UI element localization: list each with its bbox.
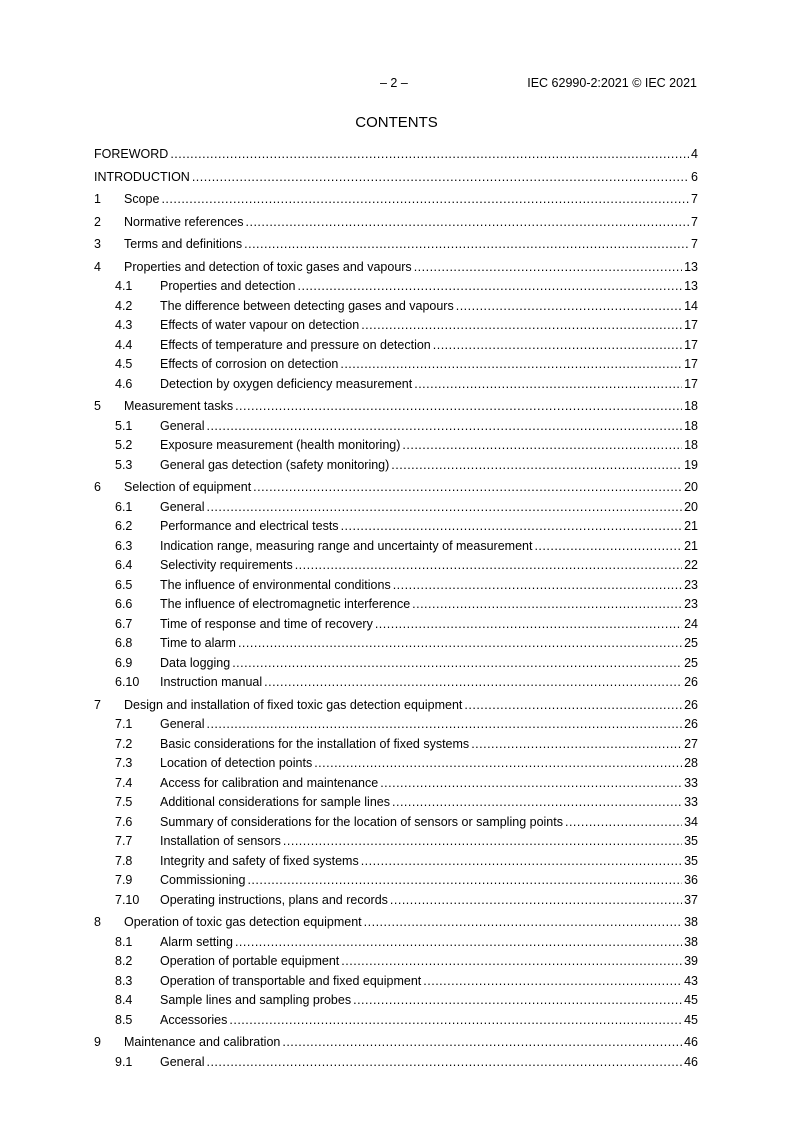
toc-entry-title: Time to alarm	[160, 634, 238, 654]
dot-leader	[565, 813, 682, 833]
dot-leader	[235, 397, 682, 417]
toc-entry-page: 46	[684, 1054, 698, 1069]
toc-entry-number: 5	[94, 399, 101, 413]
dot-leader	[253, 478, 682, 498]
toc-entry[interactable]	[94, 852, 698, 872]
toc-entry[interactable]	[94, 972, 698, 992]
dot-leader	[380, 774, 682, 794]
toc-entry[interactable]	[94, 213, 698, 233]
toc-entry-page: 18	[684, 399, 698, 413]
toc-entry[interactable]	[94, 190, 698, 210]
toc-entry[interactable]	[94, 615, 698, 635]
toc-entry-page: 19	[684, 457, 698, 472]
toc-entry[interactable]	[94, 417, 698, 437]
toc-entry-title: Summary of considerations for the location of sensors or sampling points	[160, 813, 565, 833]
toc-entry[interactable]	[94, 1033, 698, 1053]
toc-entry-page: 35	[684, 834, 698, 848]
toc-entry-page: 17	[684, 376, 698, 391]
toc-entry[interactable]	[94, 654, 698, 674]
dot-leader	[206, 1053, 682, 1073]
toc-entry[interactable]	[94, 355, 698, 375]
toc-entry-number: 9	[94, 1035, 101, 1049]
dot-leader	[161, 190, 689, 210]
toc-entry-title: Integrity and safety of fixed systems	[160, 852, 361, 872]
toc-entry-number: 5.3	[115, 457, 133, 472]
toc-entry-page: 45	[684, 993, 698, 1007]
toc-entry-page: 25	[684, 636, 698, 650]
toc-entry-number: 8.3	[115, 973, 133, 988]
dot-leader	[392, 793, 682, 813]
toc-entry-number: 3	[94, 237, 101, 251]
toc-entry-number: 4.2	[115, 298, 133, 313]
toc-entry-page: 23	[684, 577, 698, 592]
toc-entry[interactable]	[94, 813, 698, 833]
toc-entry-page: 35	[684, 853, 698, 868]
dot-leader	[246, 213, 690, 233]
toc-entry-page: 25	[684, 655, 698, 670]
dot-leader	[244, 235, 689, 255]
toc-entry-title: Performance and electrical tests	[160, 517, 341, 537]
toc-entry-number: 7.1	[115, 717, 133, 731]
toc-entry-title: The influence of environmental conditions	[160, 576, 393, 596]
toc-entry-page: 20	[684, 480, 698, 494]
toc-entry-page: 21	[684, 538, 698, 553]
dot-leader	[264, 673, 682, 693]
dot-leader	[471, 735, 682, 755]
toc-entry-title: Accessories	[160, 1011, 229, 1031]
dot-leader	[464, 696, 682, 716]
dot-leader	[295, 556, 682, 576]
dot-leader	[206, 417, 682, 437]
dot-leader	[423, 972, 682, 992]
toc-entry-number: 8.4	[115, 993, 133, 1007]
toc-entry[interactable]	[94, 436, 698, 456]
toc-entry-number: 8	[94, 915, 101, 929]
toc-entry-number: 7.4	[115, 775, 133, 790]
toc-entry-title: Operation of toxic gas detection equipment	[124, 913, 364, 933]
toc-entry-title: Normative references	[124, 213, 246, 233]
toc-entry-title: General	[160, 498, 206, 518]
toc-entry-number: 7.3	[115, 756, 133, 770]
toc-entry[interactable]	[94, 673, 698, 693]
toc-entry-title: Terms and definitions	[124, 235, 244, 255]
toc-entry-number: 1	[94, 192, 101, 206]
toc-entry-number: 7.10	[115, 892, 140, 907]
toc-entry-page: 18	[684, 418, 698, 433]
toc-entry-page: 14	[684, 298, 698, 313]
toc-entry-page: 27	[684, 736, 698, 751]
toc-entry[interactable]	[94, 1011, 698, 1031]
toc-entry-page: 20	[684, 499, 698, 514]
dot-leader	[412, 595, 682, 615]
toc-entry-number: 7.7	[115, 834, 133, 848]
toc-entry-title: Indication range, measuring range and uncertainty of measurement	[160, 537, 534, 557]
toc-entry-number: 4.1	[115, 279, 133, 293]
toc-entry[interactable]	[94, 336, 698, 356]
toc-entry[interactable]	[94, 478, 698, 498]
toc-entry-page: 37	[684, 892, 698, 907]
toc-entry-page: 17	[684, 318, 698, 332]
toc-entry[interactable]	[94, 754, 698, 774]
dot-leader	[206, 498, 682, 518]
toc-entry[interactable]	[94, 1053, 698, 1073]
toc-entry-page: 17	[684, 337, 698, 352]
toc-entry-page: 38	[684, 915, 698, 929]
dot-leader	[341, 952, 682, 972]
toc-entry[interactable]	[94, 696, 698, 716]
toc-entry-title: Access for calibration and maintenance	[160, 774, 380, 794]
toc-entry[interactable]	[94, 498, 698, 518]
dot-leader	[229, 1011, 682, 1031]
toc-entry-title: Operating instructions, plans and records	[160, 891, 390, 911]
toc-entry-title: Time of response and time of recovery	[160, 615, 375, 635]
toc-entry-page: 33	[684, 775, 698, 790]
dot-leader	[391, 456, 682, 476]
toc-entry-number: 4.4	[115, 337, 133, 352]
toc-entry-page: 34	[684, 814, 698, 829]
toc-entry-page: 46	[684, 1035, 698, 1049]
toc-entry-number: 6.7	[115, 616, 133, 631]
dot-leader	[361, 852, 682, 872]
toc-entry[interactable]	[94, 735, 698, 755]
dot-leader	[414, 258, 682, 278]
toc-entry-title: The influence of electromagnetic interference	[160, 595, 412, 615]
dot-leader	[206, 715, 682, 735]
toc-entry-title: Effects of corrosion on detection	[160, 355, 340, 375]
dot-leader	[433, 336, 682, 356]
toc-entry-number: 4	[94, 259, 101, 274]
toc-entry-title: Commissioning	[160, 871, 247, 891]
toc-entry[interactable]	[94, 871, 698, 891]
toc-entry-page: 22	[684, 558, 698, 572]
toc-entry-number: 6.10	[115, 675, 140, 689]
toc-entry-number: 4.3	[115, 318, 133, 332]
toc-entry-page: 13	[684, 279, 698, 293]
toc-entry-number: 7	[94, 697, 101, 712]
toc-entry-page: 26	[684, 717, 698, 731]
dot-leader	[232, 654, 682, 674]
toc-entry-page: 7	[691, 192, 698, 206]
toc-entry[interactable]	[94, 517, 698, 537]
toc-entry[interactable]	[94, 933, 698, 953]
toc-entry-number: 7.8	[115, 853, 133, 868]
toc-entry-title: Design and installation of fixed toxic gas detection equipment	[124, 696, 464, 716]
dot-leader	[361, 316, 682, 336]
toc-entry-title: Data logging	[160, 654, 232, 674]
dot-leader	[247, 871, 682, 891]
toc-entry-title: Effects of water vapour on detection	[160, 316, 361, 336]
toc-entry-number: 6	[94, 480, 101, 494]
toc-entry-page: 18	[684, 438, 698, 452]
toc-entry-title: Detection by oxygen deficiency measurement	[160, 375, 414, 395]
toc-entry-page: 23	[684, 597, 698, 611]
toc-entry[interactable]	[94, 297, 698, 317]
toc-entry-page: 17	[684, 357, 698, 371]
toc-entry-title: Operation of transportable and fixed equipment	[160, 972, 423, 992]
toc-entry[interactable]	[94, 576, 698, 596]
toc-entry-number: 7.2	[115, 736, 133, 751]
toc-entry-title: General gas detection (safety monitoring)	[160, 456, 391, 476]
toc-entry-page: 26	[684, 675, 698, 689]
toc-entry-number: 4.5	[115, 357, 133, 371]
toc-entry-title: Selection of equipment	[124, 478, 253, 498]
toc-entry-title: Selectivity requirements	[160, 556, 295, 576]
table-of-contents	[94, 145, 698, 1072]
toc-entry-number: 6.1	[115, 499, 133, 514]
toc-entry-page: 33	[684, 795, 698, 809]
toc-entry-page: 38	[684, 934, 698, 949]
toc-entry-title: Effects of temperature and pressure on detection	[160, 336, 433, 356]
toc-entry[interactable]	[94, 634, 698, 654]
dot-leader	[235, 933, 682, 953]
toc-entry-page: 4	[691, 147, 698, 161]
dot-leader	[393, 576, 682, 596]
toc-entry-title: General	[160, 1053, 206, 1073]
toc-entry-title: Exposure measurement (health monitoring)	[160, 436, 402, 456]
toc-entry-page: 6	[691, 169, 698, 184]
toc-entry-page: 26	[684, 697, 698, 712]
page-title: CONTENTS	[355, 114, 438, 131]
dot-leader	[414, 375, 682, 395]
dot-leader	[170, 145, 689, 165]
toc-entry-number: 7.5	[115, 795, 133, 809]
toc-entry-page: 36	[684, 873, 698, 887]
toc-entry[interactable]	[94, 715, 698, 735]
toc-entry-title: Sample lines and sampling probes	[160, 991, 353, 1011]
toc-entry-title: The difference between detecting gases and vapours	[160, 297, 456, 317]
toc-entry-title: Additional considerations for sample lines	[160, 793, 392, 813]
dot-leader	[340, 355, 682, 375]
toc-entry-page: 43	[684, 973, 698, 988]
toc-entry-number: 9.1	[115, 1054, 133, 1069]
toc-entry-title: Properties and detection	[160, 277, 298, 297]
toc-entry-number: 7.6	[115, 814, 133, 829]
toc-entry-title: Properties and detection of toxic gases and vapours	[124, 258, 414, 278]
dot-leader	[456, 297, 682, 317]
toc-entry-number: 8.2	[115, 954, 133, 968]
toc-entry[interactable]	[94, 277, 698, 297]
dot-leader	[375, 615, 682, 635]
toc-entry-page: 39	[684, 954, 698, 968]
toc-entry[interactable]	[94, 556, 698, 576]
toc-entry-number: 6.6	[115, 597, 133, 611]
toc-entry-title: Scope	[124, 190, 161, 210]
toc-entry-number: 5.2	[115, 438, 133, 452]
dot-leader	[314, 754, 682, 774]
toc-entry-number: 8.1	[115, 934, 133, 949]
dot-leader	[402, 436, 682, 456]
toc-entry-number: 8.5	[115, 1012, 133, 1027]
toc-entry[interactable]	[94, 774, 698, 794]
toc-entry[interactable]	[94, 537, 698, 557]
toc-entry[interactable]	[94, 375, 698, 395]
toc-entry-title: General	[160, 417, 206, 437]
toc-entry[interactable]	[94, 456, 698, 476]
toc-entry-title: FOREWORD	[94, 145, 170, 165]
toc-entry-title: Maintenance and calibration	[124, 1033, 282, 1053]
toc-entry-title: Alarm setting	[160, 933, 235, 953]
toc-entry[interactable]	[94, 145, 698, 165]
toc-entry-number: 6.2	[115, 519, 133, 533]
toc-entry-number: 6.8	[115, 636, 133, 650]
toc-entry-page: 28	[684, 756, 698, 770]
toc-entry-number: 6.9	[115, 655, 133, 670]
toc-entry-title: Basic considerations for the installation of fixed systems	[160, 735, 471, 755]
toc-entry-number: 6.5	[115, 577, 133, 592]
toc-entry[interactable]	[94, 891, 698, 911]
toc-entry[interactable]	[94, 258, 698, 278]
toc-entry-number: 2	[94, 214, 101, 229]
toc-entry[interactable]	[94, 595, 698, 615]
toc-entry-title: Measurement tasks	[124, 397, 235, 417]
toc-entry-title: General	[160, 715, 206, 735]
dot-leader	[238, 634, 682, 654]
toc-entry[interactable]	[94, 913, 698, 933]
toc-entry-title: INTRODUCTION	[94, 168, 192, 188]
dot-leader	[298, 277, 683, 297]
toc-entry[interactable]	[94, 316, 698, 336]
toc-entry[interactable]	[94, 991, 698, 1011]
dot-leader	[353, 991, 682, 1011]
dot-leader	[364, 913, 682, 933]
toc-entry-title: Installation of sensors	[160, 832, 283, 852]
toc-entry-number: 4.6	[115, 376, 133, 391]
toc-entry-number: 7.9	[115, 873, 133, 887]
dot-leader	[283, 832, 682, 852]
toc-entry-page: 7	[691, 237, 698, 251]
toc-entry[interactable]	[94, 397, 698, 417]
toc-entry-page: 7	[691, 214, 698, 229]
toc-entry[interactable]	[94, 168, 698, 188]
dot-leader	[192, 168, 689, 188]
toc-entry-title: Operation of portable equipment	[160, 952, 341, 972]
dot-leader	[282, 1033, 682, 1053]
dot-leader	[341, 517, 683, 537]
toc-entry[interactable]	[94, 832, 698, 852]
toc-entry-title: Location of detection points	[160, 754, 314, 774]
page-number: – 2 –	[380, 76, 408, 90]
toc-entry-number: 6.4	[115, 558, 133, 572]
toc-entry[interactable]	[94, 793, 698, 813]
toc-entry-number: 5.1	[115, 418, 133, 433]
toc-entry[interactable]	[94, 952, 698, 972]
toc-entry-page: 24	[684, 616, 698, 631]
toc-entry-page: 45	[684, 1012, 698, 1027]
standard-reference: IEC 62990-2:2021 © IEC 2021	[527, 76, 697, 90]
toc-entry-page: 21	[684, 519, 698, 533]
toc-entry-page: 13	[684, 259, 698, 274]
toc-entry[interactable]	[94, 235, 698, 255]
toc-entry-title: Instruction manual	[160, 673, 264, 693]
dot-leader	[534, 537, 682, 557]
dot-leader	[390, 891, 682, 911]
toc-entry-number: 6.3	[115, 538, 133, 553]
